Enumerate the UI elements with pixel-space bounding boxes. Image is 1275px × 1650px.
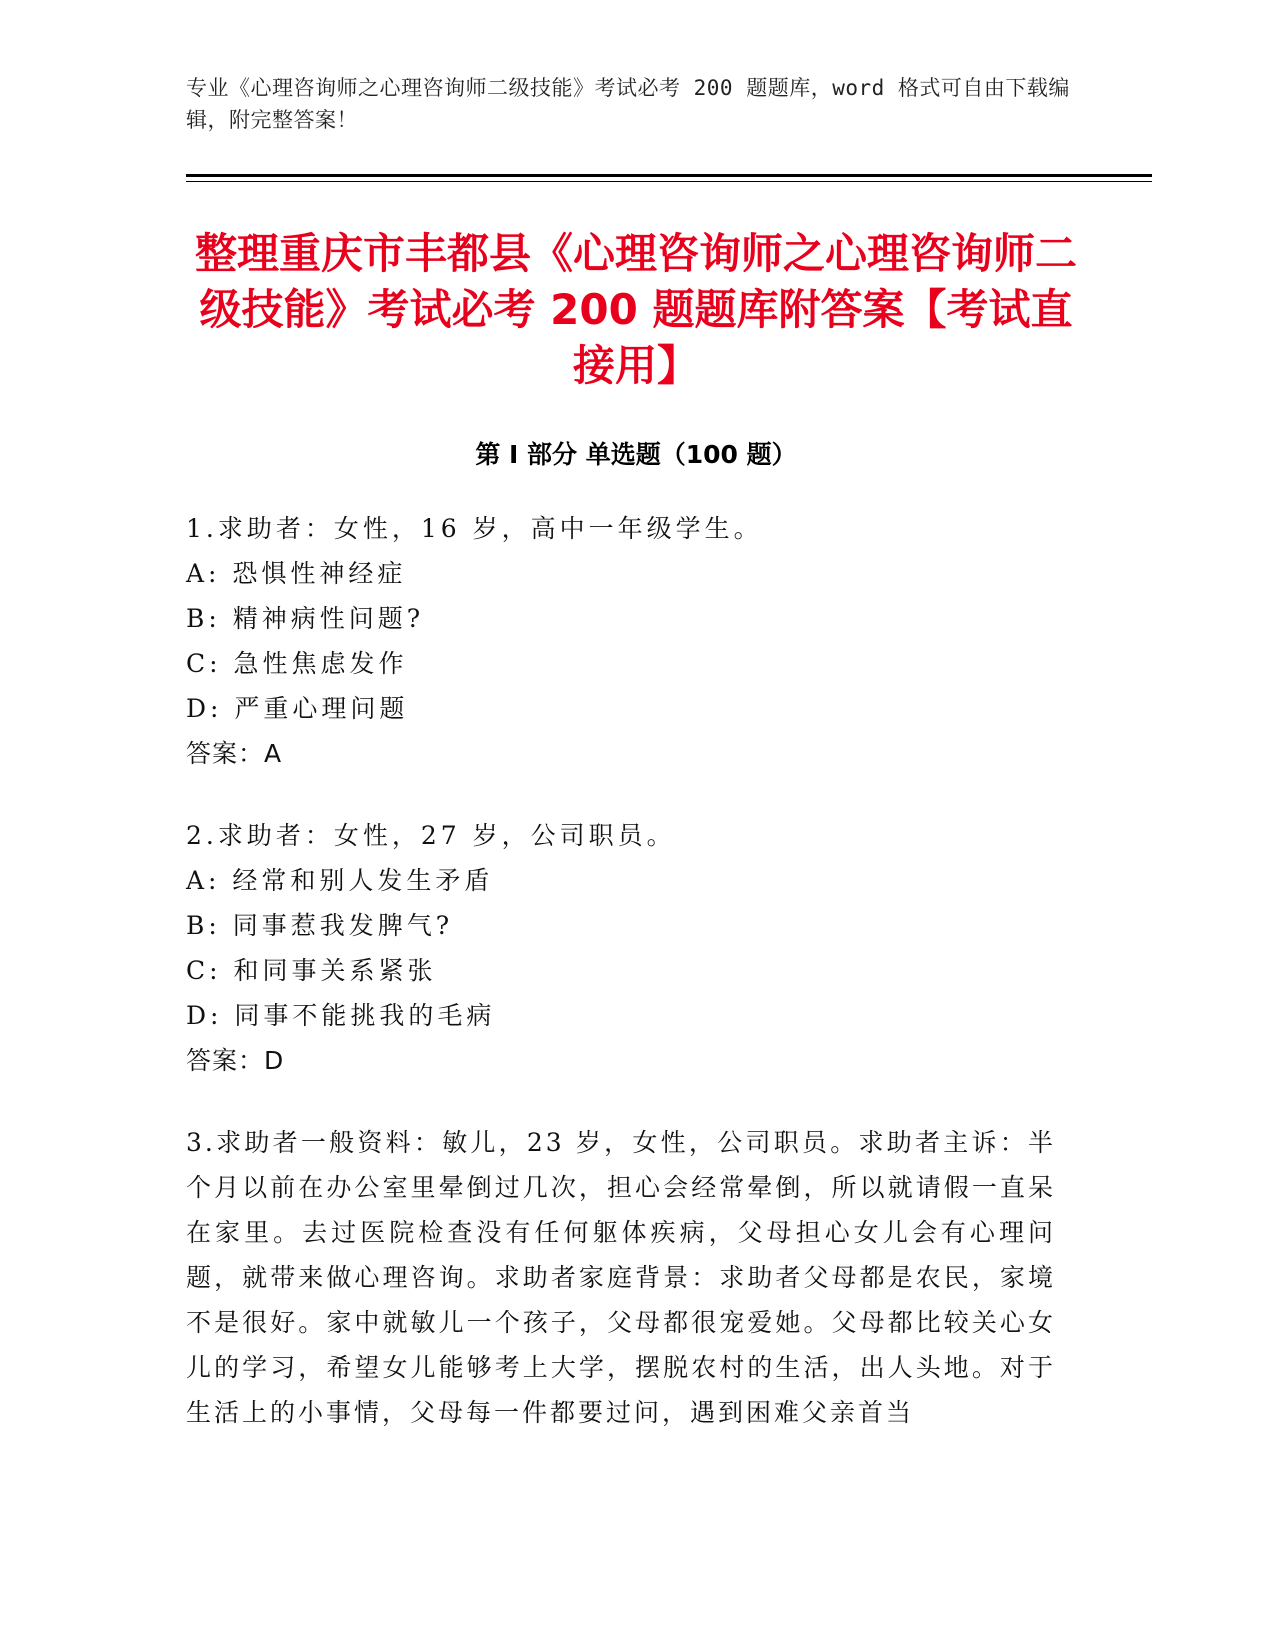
header-note: 专业《心理咨询师之心理咨询师二级技能》考试必考 200 题题库，word 格式可自由下载编辑，附完整答案！ (186, 76, 1070, 132)
header-rule-thin (186, 181, 1152, 182)
question-3 (186, 1120, 1066, 1435)
option-b: B: 同事惹我发脾气? (186, 911, 454, 940)
option-c: C: 和同事关系紧张 (186, 956, 437, 985)
option-a: A: 经常和别人发生矛盾 (186, 866, 494, 895)
answer-line: 答案：A (186, 739, 283, 768)
question-2 (186, 813, 1066, 1083)
option-d: D: 同事不能挑我的毛病 (186, 1001, 496, 1030)
section-heading: 第 I 部分 单选题（100 题） (475, 440, 797, 469)
header-rule-thick (186, 174, 1152, 177)
question-1 (186, 506, 1066, 776)
question-stem: 1.求助者：女性，16 岁，高中一年级学生。 (186, 514, 763, 543)
option-d: D: 严重心理问题 (186, 694, 409, 723)
option-a: A: 恐惧性神经症 (186, 559, 407, 588)
question-stem: 2.求助者：女性，27 岁，公司职员。 (186, 821, 676, 850)
option-b: B: 精神病性问题? (186, 604, 425, 633)
option-c: C: 急性焦虑发作 (186, 649, 408, 678)
question-stem: 3.求助者一般资料：敏儿，23 岁，女性，公司职员。求助者主诉：半个月以前在办公室里晕倒过几次，担心会经常晕倒，所以就请假一直呆在家里。去过医院检查没有任何躯体疾病，父母担心女儿会有心理问题，就带来做心理咨询。求助者家庭背景：求助者父母都是农民，家境不是很好。家中就敏儿一个孩子，父母都很宠爱她。父母都比较关心女儿的学习，希望女儿能够考上大学，摆脱农村的生活，出人头地。对于生活上的小事情，父母每一件都要过问，遇到困难父亲首当 (186, 1128, 1056, 1427)
answer-line: 答案：D (186, 1046, 285, 1075)
document-title: 整理重庆市丰都县《心理咨询师之心理咨询师二级技能》考试必考 200 题题库附答案【考试直接用】 (194, 229, 1077, 390)
